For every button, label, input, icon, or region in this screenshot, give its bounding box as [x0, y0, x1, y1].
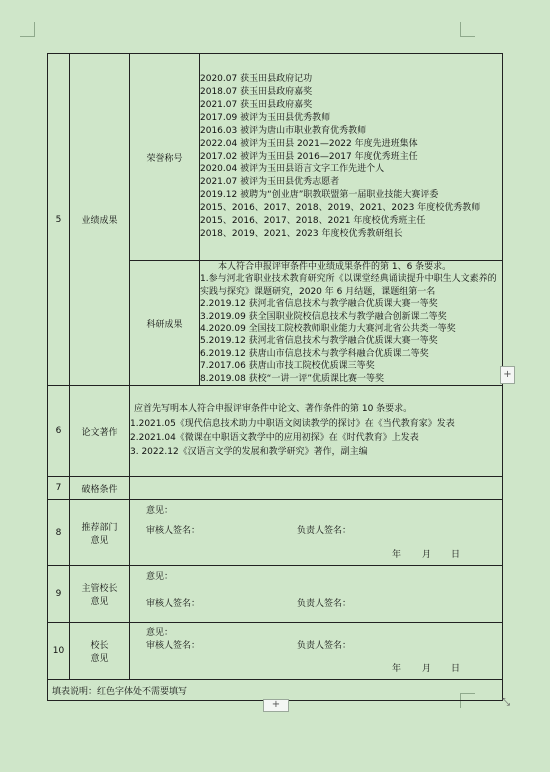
research-line: 6.2019.12 获唐山市信息技术与教学科融合优质课二等奖: [200, 348, 429, 359]
research-line: 4.2020.09 全国技工院校教师职业能力大赛河北省公共类一等奖: [200, 324, 456, 335]
row-10-principal-opinion: [48, 623, 503, 680]
category-line: 意见: [90, 597, 109, 608]
exception-field[interactable]: [130, 477, 503, 500]
paper-line: 1.2021.05《现代信息技术助力中职语文阅读教学的探讨》在《当代教育家》发表: [130, 418, 455, 429]
research-line: 5.2019.12 获河北省信息技术与教学融合优质课大赛一等奖: [200, 336, 438, 347]
category-line: 校长: [90, 641, 109, 652]
category-line: 主管校长: [81, 584, 118, 595]
papers-intro: 应首先写明本人符合申报评审条件中论文、著作条件的第 10 条要求。: [134, 404, 413, 415]
category-vp-opinion: [70, 566, 130, 623]
research-line: 8.2019.08 获校“一讲一评”优质课比赛一等奖: [200, 373, 384, 384]
category-papers: 论文著作: [70, 386, 130, 477]
row-number-8: 8: [48, 500, 70, 566]
year-label: 年: [392, 664, 402, 675]
honor-line: 2017.02 被评为玉田县 2016—2017 年度优秀班主任: [200, 151, 418, 162]
honor-line: 2021.07 获玉田县政府嘉奖: [200, 99, 313, 110]
row-8-dept-opinion: [48, 500, 503, 566]
opinion-label: 意见：: [146, 628, 174, 639]
honor-line: 2018.07 获玉田县政府嘉奖: [200, 87, 313, 98]
add-row-button[interactable]: +: [263, 699, 289, 712]
reviewer-signature-label: 审核人签名：: [146, 641, 201, 652]
row-number-6: 6: [48, 386, 70, 477]
month-label: 月: [422, 550, 432, 561]
honor-line: 2015、2016、2017、2018、2019、2021、2023 年度校优秀教师: [200, 203, 481, 214]
footer-note: 填表说明：红色字体处不需要填写: [48, 680, 503, 701]
row-number-7: 7: [48, 477, 70, 500]
page-corner-top-left: [20, 22, 35, 37]
page-corner-top-right: [460, 22, 475, 37]
honor-line: 2020.04 被评为玉田县语言文字工作先进个人: [200, 164, 385, 175]
reviewer-signature-label: 审核人签名：: [146, 599, 201, 610]
category-line: 推荐部门: [81, 522, 118, 533]
honor-line: 2020.07 获玉田县政府记功: [200, 74, 313, 85]
research-line: 1.参与河北省职业技术教育研究所《以课堂经典诵读提升中职生人文素养的实践与探究》课题研究，2020 年 6 月结题，课题组第一名: [200, 274, 497, 297]
research-line: 本人符合申报评审条件中业绩成果条件的第 1、6 条要求。: [218, 262, 452, 272]
research-list[interactable]: [200, 261, 503, 386]
year-label: 年: [392, 550, 402, 561]
table-resize-handle[interactable]: ⤡: [502, 697, 510, 708]
person-in-charge-signature-label: 负责人签名：: [297, 599, 352, 610]
row-footer-note: [48, 680, 503, 701]
evaluation-form-table: [47, 53, 503, 701]
day-label: 日: [451, 550, 461, 561]
add-column-button[interactable]: +: [500, 366, 515, 384]
category-dept-opinion: [70, 500, 130, 566]
vp-opinion-field[interactable]: [130, 566, 503, 623]
month-label: 月: [422, 664, 432, 675]
honor-line: 2015、2016、2017、2018、2021 年度校优秀班主任: [200, 216, 426, 227]
honor-line: 2018、2019、2021、2023 年度校优秀教研组长: [200, 228, 403, 239]
row-9-vp-opinion: [48, 566, 503, 623]
category-achievements: 业绩成果: [70, 54, 130, 386]
subcategory-research: 科研成果: [130, 261, 200, 386]
person-in-charge-signature-label: 负责人签名：: [297, 526, 352, 537]
dept-opinion-field[interactable]: [130, 500, 503, 566]
person-in-charge-signature-label: 负责人签名：: [297, 641, 352, 652]
honor-list[interactable]: [200, 54, 503, 261]
honor-line: 2022.04 被评为玉田县 2021—2022 年度先进班集体: [200, 138, 418, 149]
row-number-10: 10: [48, 623, 70, 680]
category-line: 意见: [90, 654, 109, 665]
row-7-exception: [48, 477, 503, 500]
row-5-honor: [48, 54, 503, 261]
row-number-5: 5: [48, 54, 70, 386]
opinion-label: 意见：: [146, 572, 174, 583]
category-exception: 破格条件: [70, 477, 130, 500]
honor-line: 2016.03 被评为唐山市职业教育优秀教师: [200, 125, 367, 136]
reviewer-signature-label: 审核人签名：: [146, 526, 201, 537]
research-line: 3.2019.09 获全国职业院校信息技术与教学融合创新课二等奖: [200, 311, 447, 322]
category-line: 意见: [90, 535, 109, 546]
paper-line: 2.2021.04《微课在中职语文教学中的应用初探》在《时代教育》上发表: [130, 433, 419, 444]
row-number-9: 9: [48, 566, 70, 623]
opinion-label: 意见：: [146, 506, 174, 517]
honor-line: 2021.07 被评为玉田县优秀志愿者: [200, 177, 340, 188]
subcategory-honor: 荣誉称号: [130, 54, 200, 261]
papers-list[interactable]: [130, 386, 503, 477]
research-line: 2.2019.12 获河北省信息技术与教学融合优质课大赛一等奖: [200, 299, 438, 310]
day-label: 日: [451, 664, 461, 675]
honor-line: 2019.12 被聘为“创业唐”职教联盟第一届职业技能大赛评委: [200, 190, 439, 201]
research-line: 7.2017.06 获唐山市技工院校优质课三等奖: [200, 361, 375, 372]
honor-line: 2017.09 被评为玉田县优秀教师: [200, 112, 331, 123]
principal-opinion-field[interactable]: [130, 623, 503, 680]
row-6-papers: [48, 386, 503, 477]
category-principal-opinion: [70, 623, 130, 680]
paper-line: 3. 2022.12《汉语言文学的发展和教学研究》著作，副主编: [130, 447, 368, 458]
